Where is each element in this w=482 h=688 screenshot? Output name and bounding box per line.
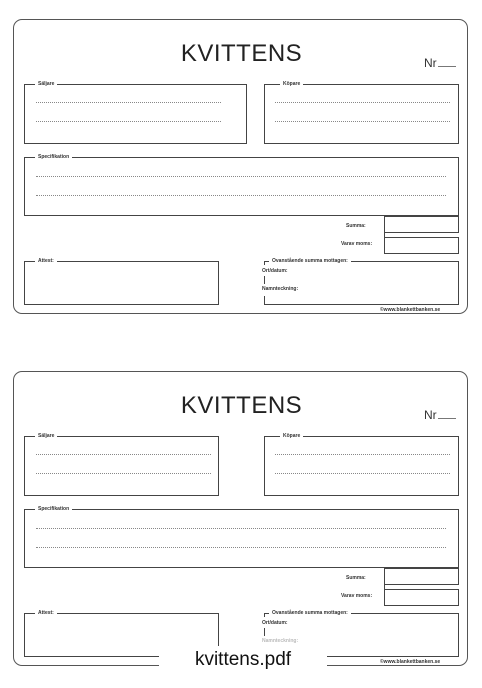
moms-label: Varav moms: <box>341 241 373 247</box>
summa-label: Summa: <box>346 223 366 229</box>
receipt-number-field <box>424 408 456 422</box>
received-label: Ovanstående summa mottagen: <box>269 257 351 265</box>
buyer-box <box>264 81 459 144</box>
receipt-number-field <box>424 56 456 70</box>
receipt-form-1 <box>13 19 468 314</box>
moms-field[interactable] <box>384 237 459 254</box>
receipt-number-label: Nr <box>424 56 437 70</box>
buyer-box <box>264 433 459 496</box>
signature-label: Namnteckning: <box>262 638 299 644</box>
specification-box <box>24 154 459 216</box>
place-date-label: Ort/datum: <box>262 620 288 626</box>
receipt-form-2 <box>13 371 468 666</box>
moms-field[interactable] <box>384 589 459 606</box>
attest-label: Attest: <box>35 609 57 617</box>
moms-label: Varav moms: <box>341 593 373 599</box>
attest-box <box>24 258 219 305</box>
specification-label: Specifikation <box>35 505 72 513</box>
received-box <box>264 258 459 305</box>
place-date-label: Ort/datum: <box>262 268 288 274</box>
buyer-label: Köpare <box>280 432 303 440</box>
receipt-number-label: Nr <box>424 408 437 422</box>
seller-label: Säljare <box>35 432 57 440</box>
buyer-label: Köpare <box>280 80 303 88</box>
specification-box <box>24 506 459 568</box>
seller-label: Säljare <box>35 80 57 88</box>
signature-label: Namnteckning: <box>262 286 299 292</box>
receipt-title: KVITTENS <box>180 392 303 419</box>
receipt-title: KVITTENS <box>180 40 303 67</box>
specification-label: Specifikation <box>35 153 72 161</box>
attest-label: Attest: <box>35 257 57 265</box>
credit-text: ©www.blankettbanken.se <box>380 307 441 313</box>
summa-field[interactable] <box>384 216 459 233</box>
seller-box <box>24 81 247 144</box>
credit-text: ©www.blankettbanken.se <box>380 659 441 665</box>
summa-field[interactable] <box>384 568 459 585</box>
seller-box <box>24 433 219 496</box>
file-name-caption: kvittens.pdf <box>159 646 327 674</box>
summa-label: Summa: <box>346 575 366 581</box>
received-label: Ovanstående summa mottagen: <box>269 609 351 617</box>
